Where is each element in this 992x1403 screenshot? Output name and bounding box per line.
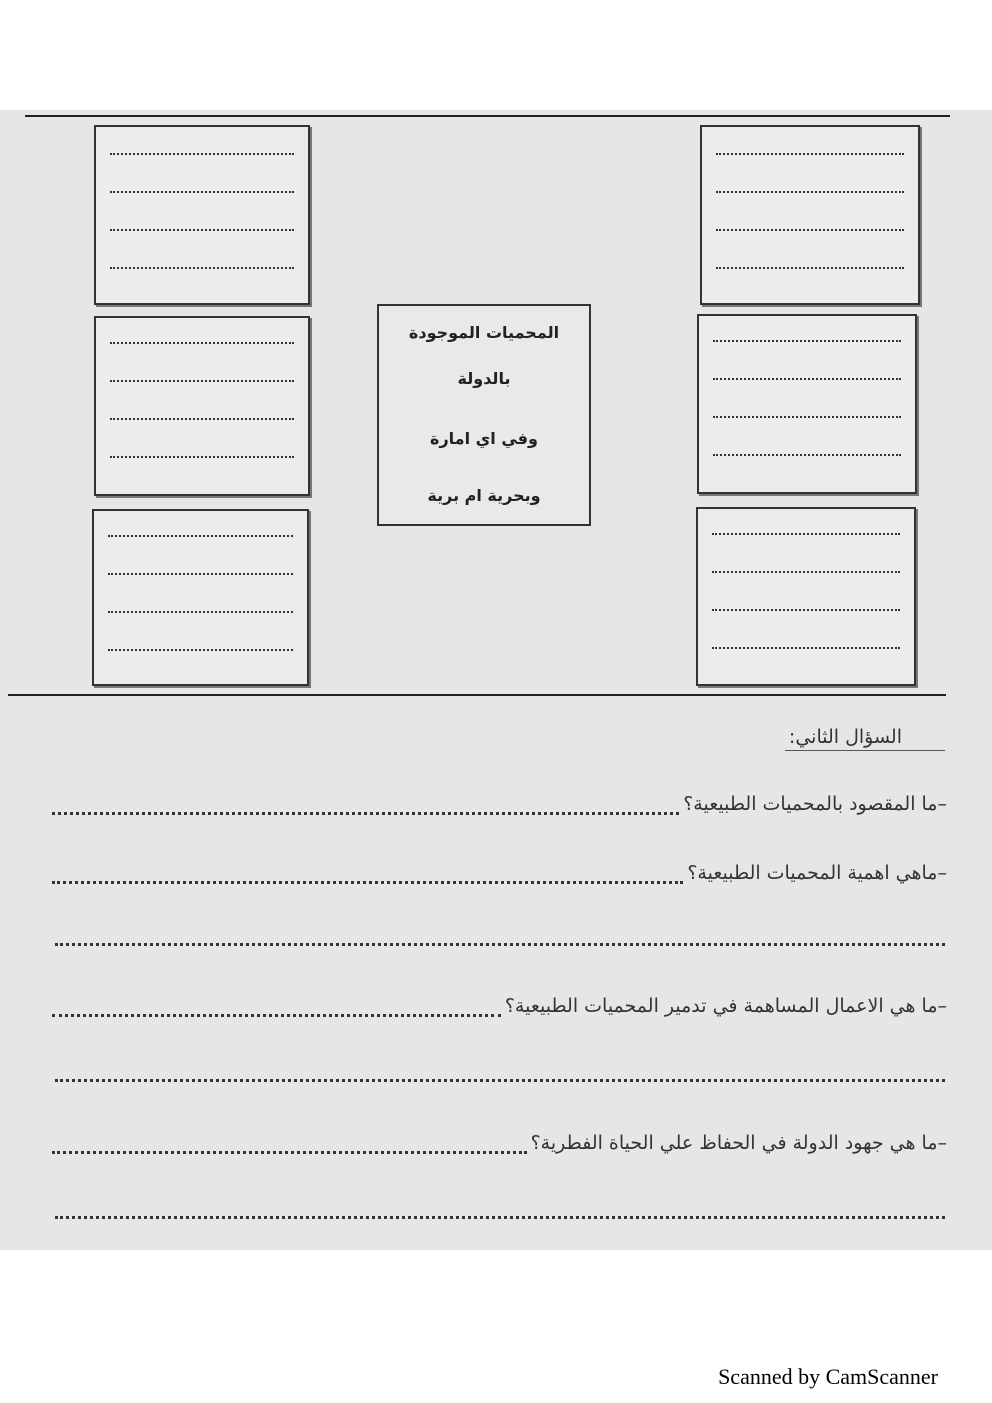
center-prompt-line: وبحرية ام برية bbox=[427, 486, 541, 505]
dotted-line bbox=[716, 229, 904, 231]
dotted-line bbox=[108, 573, 293, 575]
dotted-line bbox=[716, 153, 904, 155]
top-divider bbox=[25, 115, 950, 117]
dotted-line bbox=[712, 609, 900, 611]
dotted-line bbox=[716, 267, 904, 269]
scanner-watermark: Scanned by CamScanner bbox=[718, 1364, 938, 1389]
section-title: السؤال الثاني: bbox=[788, 726, 902, 748]
answer-box-left-1 bbox=[94, 125, 310, 305]
dotted-line bbox=[110, 380, 294, 382]
dotted-line bbox=[108, 611, 293, 613]
center-prompt-box bbox=[377, 304, 591, 526]
answer-box-left-2 bbox=[94, 316, 310, 496]
answer-line[interactable] bbox=[52, 875, 683, 884]
question-row bbox=[52, 793, 947, 815]
question-text: –ماهي اهمية المحميات الطبيعية؟ bbox=[687, 862, 947, 884]
answer-box-right-1 bbox=[700, 125, 920, 305]
question-text: –ما هي جهود الدولة في الحفاظ علي الحياة الفطرية؟ bbox=[530, 1132, 947, 1154]
dotted-line bbox=[110, 229, 294, 231]
dotted-line bbox=[110, 456, 294, 458]
dotted-line bbox=[713, 454, 901, 456]
dotted-line bbox=[716, 191, 904, 193]
question-text: –ما المقصود بالمحميات الطبيعية؟ bbox=[683, 793, 947, 815]
answer-line[interactable] bbox=[52, 806, 679, 815]
dotted-line bbox=[712, 533, 900, 535]
answer-line[interactable] bbox=[52, 1008, 501, 1017]
question-row bbox=[52, 995, 947, 1017]
answer-line[interactable] bbox=[55, 1079, 945, 1082]
answer-line[interactable] bbox=[55, 943, 945, 946]
center-prompt-line: بالدولة bbox=[457, 369, 511, 388]
dotted-line bbox=[712, 647, 900, 649]
dotted-line bbox=[110, 267, 294, 269]
middle-divider bbox=[8, 694, 946, 696]
answer-box-right-3 bbox=[696, 507, 916, 686]
dotted-line bbox=[110, 342, 294, 344]
answer-box-left-3 bbox=[92, 509, 309, 686]
dotted-line bbox=[712, 571, 900, 573]
dotted-line bbox=[713, 416, 901, 418]
dotted-line bbox=[108, 535, 293, 537]
dotted-line bbox=[110, 191, 294, 193]
question-row bbox=[52, 862, 947, 884]
dotted-line bbox=[713, 378, 901, 380]
section-title-underline bbox=[785, 750, 945, 751]
center-prompt-line: المحميات الموجودة bbox=[408, 323, 560, 342]
question-text: –ما هي الاعمال المساهمة في تدمير المحميات الطبيعية؟ bbox=[504, 995, 947, 1017]
dotted-line bbox=[110, 153, 294, 155]
dotted-line bbox=[713, 340, 901, 342]
answer-line[interactable] bbox=[55, 1216, 945, 1219]
question-row bbox=[52, 1132, 947, 1154]
answer-box-right-2 bbox=[697, 314, 917, 494]
center-prompt-line: وفي اي امارة bbox=[430, 429, 538, 448]
answer-line[interactable] bbox=[52, 1145, 527, 1154]
dotted-line bbox=[108, 649, 293, 651]
dotted-line bbox=[110, 418, 294, 420]
